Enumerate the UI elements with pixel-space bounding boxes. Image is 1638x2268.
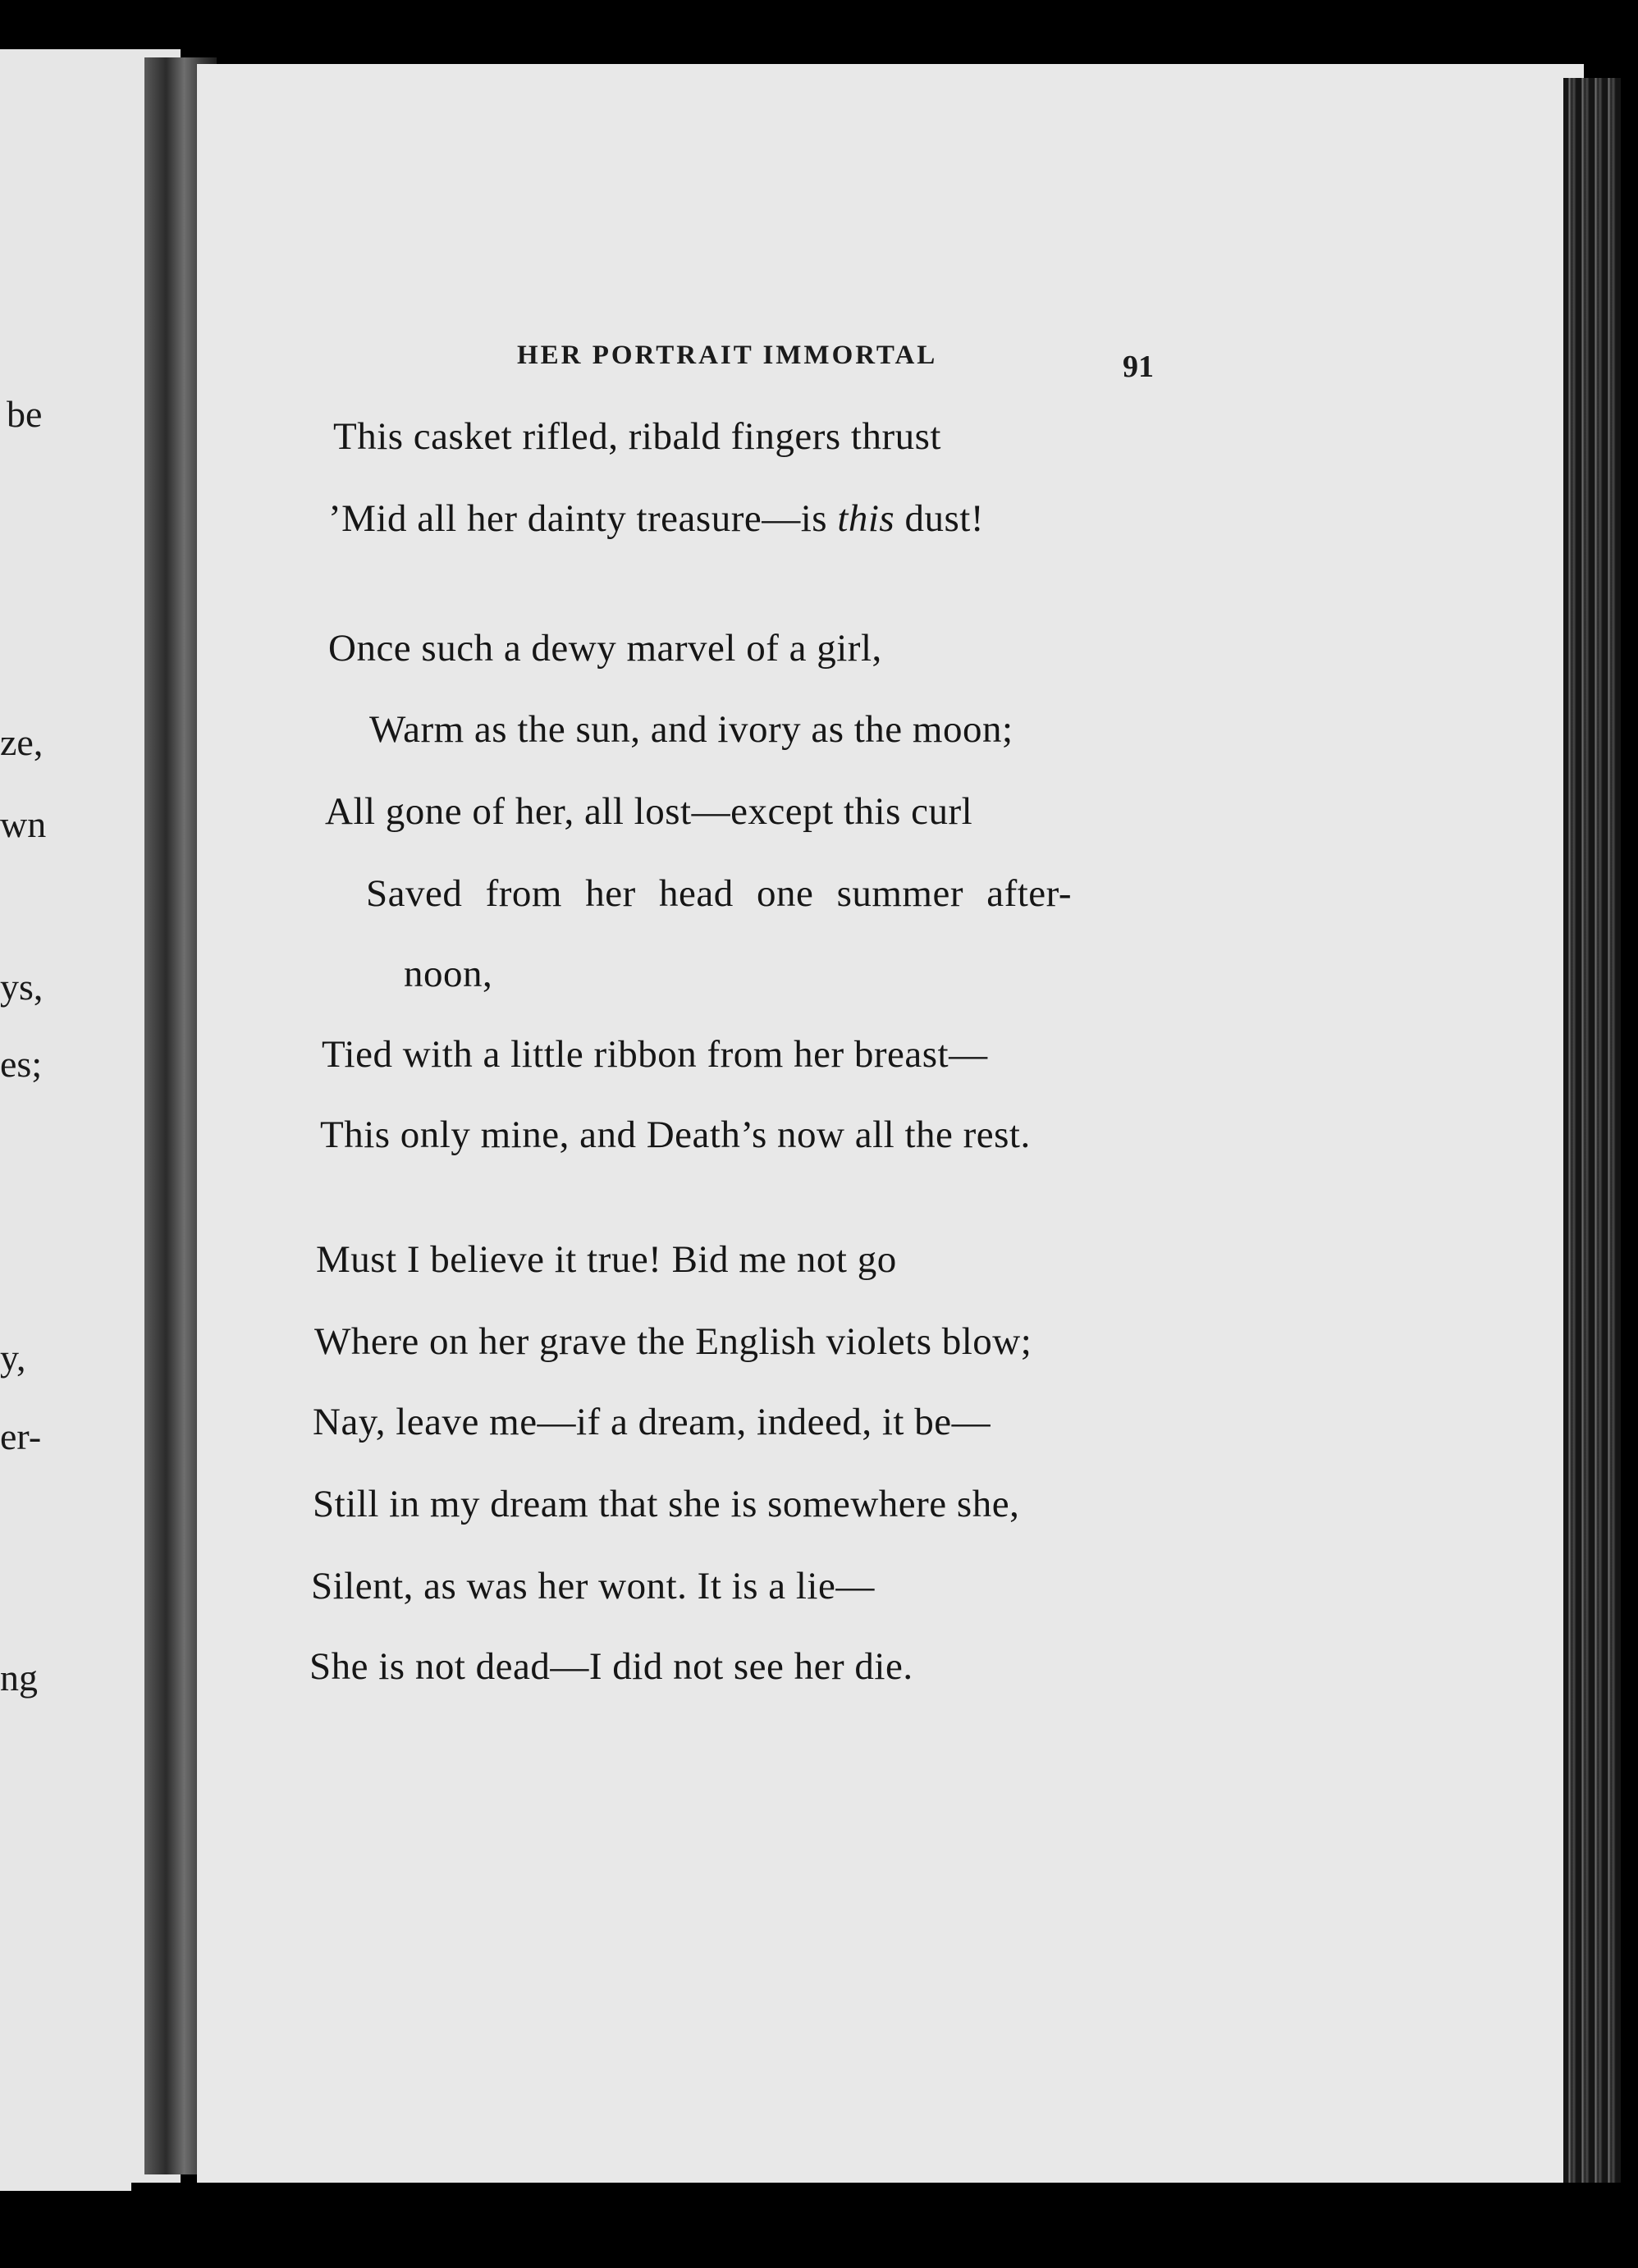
left-page-fragment: ze, — [0, 721, 43, 763]
left-page-fragment: es; — [0, 1043, 43, 1085]
poem-line: Where on her grave the English violets blow; — [314, 1320, 1032, 1363]
bottom-shadow — [131, 2183, 1638, 2268]
poem-line: Must I believe it true! Bid me not go — [316, 1238, 897, 1281]
poem-line: Nay, leave me—if a dream, indeed, it be— — [313, 1401, 991, 1443]
left-page-fragment: ys, — [0, 966, 43, 1008]
emphasized-word: this — [837, 497, 895, 540]
poem-line: This casket rifled, ribald fingers thrust — [333, 415, 941, 458]
poem-line: noon, — [404, 953, 493, 995]
poem-line: She is not dead—I did not see her die. — [309, 1645, 913, 1688]
poem-line: Warm as the sun, and ivory as the moon; — [369, 708, 1013, 751]
left-page-fragment: be — [7, 393, 43, 435]
poem-line: ’Mid all her dainty treasure—is this dust! — [328, 497, 984, 540]
poem-line: This only mine, and Death’s now all the rest. — [320, 1113, 1031, 1156]
poem-line: Once such a dewy marvel of a girl, — [328, 627, 882, 670]
poem-line: All gone of her, all lost—except this curl — [325, 790, 973, 833]
page-number: 91 — [1123, 350, 1154, 384]
poem-line: Still in my dream that she is somewhere she, — [313, 1483, 1020, 1525]
running-head: HER PORTRAIT IMMORTAL — [517, 341, 938, 370]
left-page-fragment: ng — [0, 1657, 38, 1699]
left-page-fragment: wn — [0, 803, 47, 845]
page-fore-edge — [1563, 78, 1621, 2195]
left-page-fragment: y, — [0, 1337, 26, 1379]
poem-line: Tied with a little ribbon from her breast— — [322, 1033, 988, 1076]
left-page-fragment: er- — [0, 1415, 42, 1457]
poem-line: Saved from her head one summer after- — [366, 872, 1073, 915]
poem-line: Silent, as was her wont. It is a lie— — [311, 1565, 875, 1607]
